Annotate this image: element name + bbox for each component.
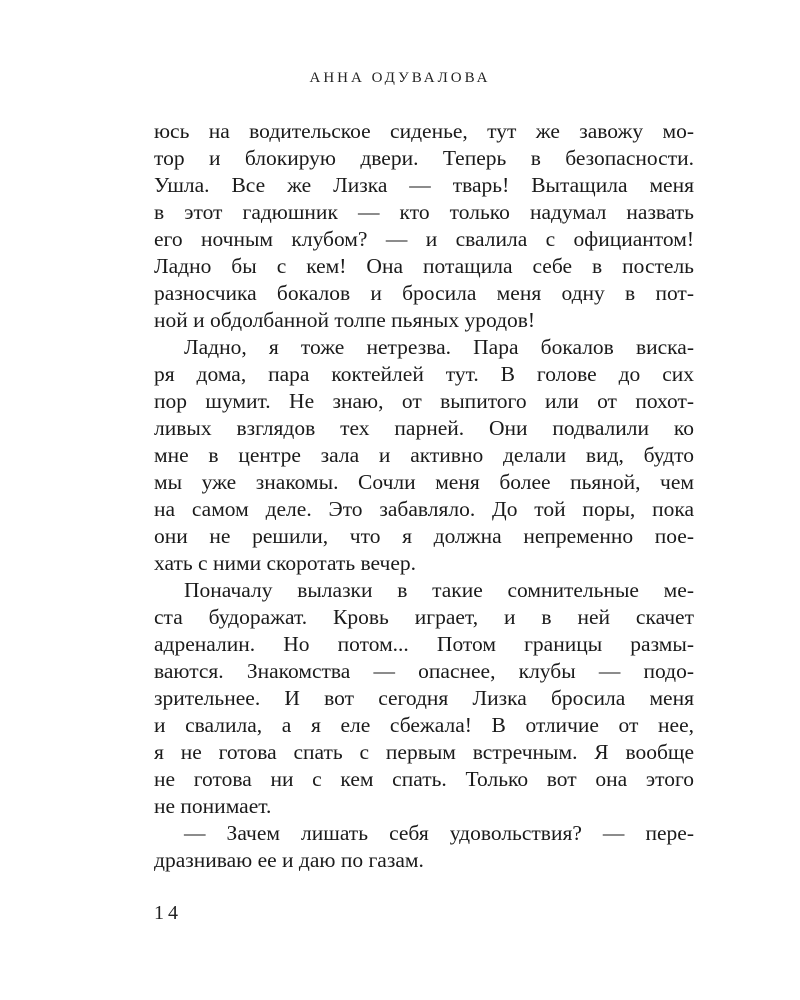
text-line: тор и блокирую двери. Теперь в безопасности. <box>154 146 694 170</box>
text-line: дразниваю ее и даю по газам. <box>154 848 424 872</box>
text-line: ста будоражат. Кровь играет, и в ней скачет <box>154 605 694 629</box>
text-line: хать с ними скоротать вечер. <box>154 551 417 575</box>
text-line: на самом деле. Это забавляло. До той поры, пока <box>154 497 694 521</box>
text-line: не готова ни с кем спать. Только вот она этого <box>154 767 694 791</box>
text-line: ря дома, пара коктейлей тут. В голове до сих <box>154 362 694 386</box>
text-line: адреналин. Но потом... Потом границы размы- <box>154 632 694 656</box>
text-line: я не готова спать с первым встречным. Я вообще <box>154 740 694 764</box>
text-line: в этот гадюшник — кто только надумал назвать <box>154 200 694 224</box>
text-line: они не решили, что я должна непременно пое- <box>154 524 694 548</box>
text-line: зрительнее. И вот сегодня Лизка бросила меня <box>154 686 694 710</box>
text-line: ной и обдолбанной толпе пьяных уродов! <box>154 308 536 332</box>
text-line: — Зачем лишать себя удовольствия? — пере- <box>184 821 694 845</box>
text-line: юсь на водительское сиденье, тут же завожу мо- <box>154 119 694 143</box>
text-line: и свалила, а я еле сбежала! В отличие от нее, <box>154 713 694 737</box>
text-line: ваются. Знакомства — опаснее, клубы — подо- <box>154 659 694 683</box>
text-line: Ладно, я тоже нетрезва. Пара бокалов виска- <box>184 335 694 359</box>
text-line: мне в центре зала и активно делали вид, будто <box>154 443 694 467</box>
running-head: АННА ОДУВАЛОВА <box>309 70 491 86</box>
text-line: разносчика бокалов и бросила меня одну в пот- <box>154 281 694 305</box>
text-line: не понимает. <box>154 794 272 818</box>
text-line: ливых взглядов тех парней. Они подвалили ко <box>154 416 694 440</box>
text-line: Ладно бы с кем! Она потащила себе в постель <box>154 254 694 278</box>
text-line: его ночным клубом? — и свалила с официантом! <box>154 227 694 251</box>
text-line: Поначалу вылазки в такие сомнительные ме- <box>184 578 694 602</box>
page-number: 14 <box>154 902 182 924</box>
body-text <box>154 118 694 874</box>
text-line: Ушла. Все же Лизка — тварь! Вытащила меня <box>154 173 694 197</box>
text-line: мы уже знакомы. Сочли меня более пьяной, чем <box>154 470 694 494</box>
text-line: пор шумит. Не знаю, от выпитого или от похот- <box>154 389 694 413</box>
